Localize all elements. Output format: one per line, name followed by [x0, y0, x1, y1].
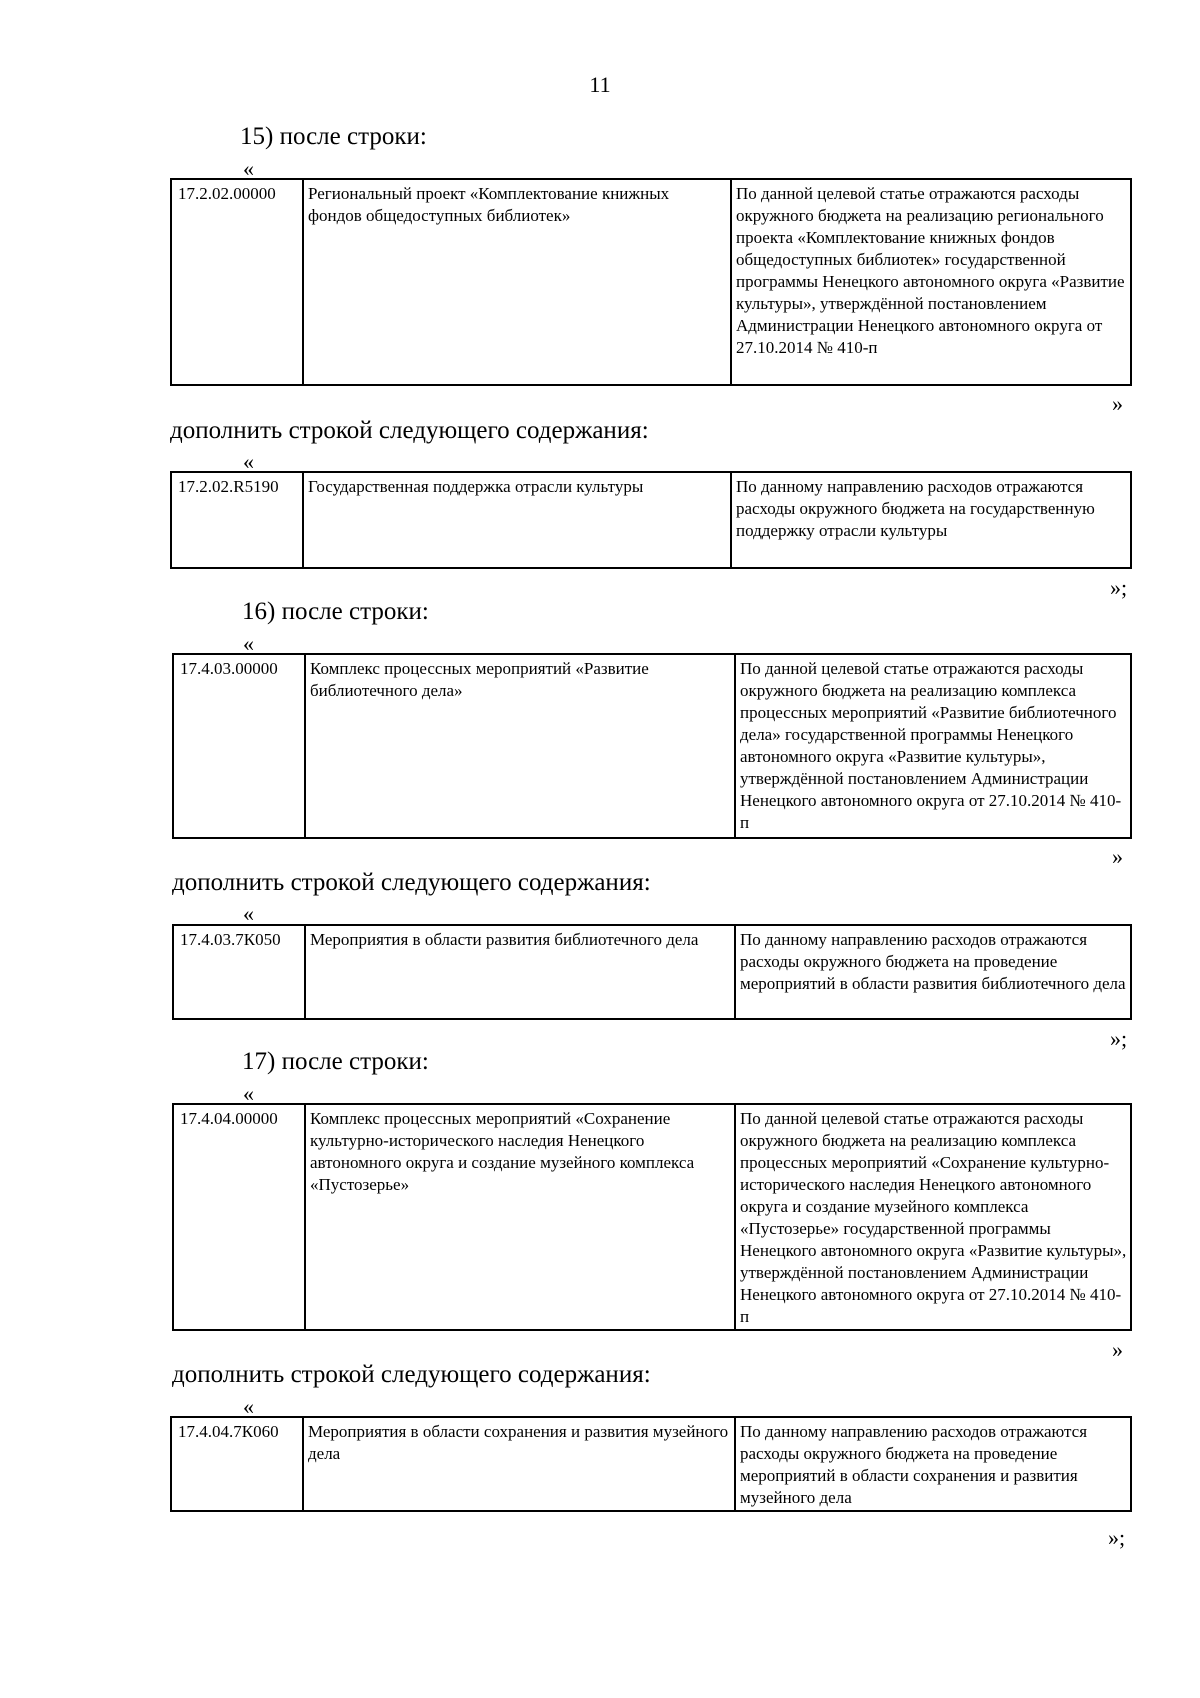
- code-table: [170, 471, 1132, 569]
- close-quote: »;: [1110, 575, 1128, 600]
- code-cell: 17.4.04.7К060: [171, 1417, 303, 1511]
- section-heading: 17) после строки:: [242, 1048, 429, 1075]
- open-quote: «: [243, 901, 254, 926]
- page-number: 11: [589, 72, 611, 97]
- description-cell: По данной целевой статье отражаются расходы окружного бюджета на реализацию комплекса процессных мероприятий «Сохранение культурно-исторического наследия Ненецкого автономного округа и создание музейного комплекса «Пустозерье» государственной программы Ненецкого автономного округа «Развитие культуры», утверждённой постановлением Администрации Ненецкого автономного округа от 27.10.2014 № 410-п: [735, 1104, 1131, 1330]
- code-cell: 17.4.03.7К050: [173, 925, 305, 1019]
- close-quote: »;: [1110, 1026, 1128, 1051]
- close-quote: »: [1112, 844, 1123, 869]
- open-quote: «: [243, 156, 254, 181]
- name-cell: Мероприятия в области сохранения и развития музейного дела: [303, 1417, 735, 1511]
- section-heading: дополнить строкой следующего содержания:: [170, 417, 649, 444]
- code-table: [170, 1416, 1132, 1512]
- name-cell: Государственная поддержка отрасли культуры: [303, 472, 731, 568]
- close-quote: »: [1112, 391, 1123, 416]
- section-heading: 15) после строки:: [240, 123, 427, 150]
- table-row: [173, 654, 1131, 838]
- table-row: [171, 1417, 1131, 1511]
- description-cell: По данному направлению расходов отражаются расходы окружного бюджета на проведение мероприятий в области сохранения и развития музейного дела: [735, 1417, 1131, 1511]
- section-heading: дополнить строкой следующего содержания:: [172, 1361, 651, 1388]
- code-cell: 17.2.02.00000: [171, 179, 303, 385]
- table-row: [171, 472, 1131, 568]
- name-cell: Региональный проект «Комплектование книжных фондов общедоступных библиотек»: [303, 179, 731, 385]
- open-quote: «: [243, 631, 254, 656]
- code-cell: 17.4.04.00000: [173, 1104, 305, 1330]
- table-row: [173, 1104, 1131, 1330]
- table-row: [173, 925, 1131, 1019]
- section-heading: дополнить строкой следующего содержания:: [172, 869, 651, 896]
- code-table: [172, 1103, 1132, 1331]
- code-cell: 17.4.03.00000: [173, 654, 305, 838]
- description-cell: По данной целевой статье отражаются расходы окружного бюджета на реализацию регионального проекта «Комплектование книжных фондов общедоступных библиотек» государственной программы Ненецкого автономного округа «Развитие культуры», утверждённой постановлением Администрации Ненецкого автономного округа от 27.10.2014 № 410-п: [731, 179, 1131, 385]
- section-heading: 16) после строки:: [242, 598, 429, 625]
- open-quote: «: [243, 1394, 254, 1419]
- description-cell: По данному направлению расходов отражаются расходы окружного бюджета на проведение мероприятий в области развития библиотечного дела: [735, 925, 1131, 1019]
- description-cell: По данной целевой статье отражаются расходы окружного бюджета на реализацию комплекса процессных мероприятий «Развитие библиотечного дела» государственной программы Ненецкого автономного округа «Развитие культуры», утверждённой постановлением Администрации Ненецкого автономного округа от 27.10.2014 № 410-п: [735, 654, 1131, 838]
- name-cell: Комплекс процессных мероприятий «Развитие библиотечного дела»: [305, 654, 735, 838]
- code-table: [170, 178, 1132, 386]
- open-quote: «: [243, 1081, 254, 1106]
- code-table: [172, 653, 1132, 839]
- close-quote: »;: [1108, 1525, 1126, 1550]
- name-cell: Мероприятия в области развития библиотечного дела: [305, 925, 735, 1019]
- code-table: [172, 924, 1132, 1020]
- table-row: [171, 179, 1131, 385]
- description-cell: По данному направлению расходов отражаются расходы окружного бюджета на государственную поддержку отрасли культуры: [731, 472, 1131, 568]
- close-quote: »: [1112, 1337, 1123, 1362]
- open-quote: «: [243, 449, 254, 474]
- name-cell: Комплекс процессных мероприятий «Сохранение культурно-исторического наследия Ненецкого автономного округа и создание музейного комплекса «Пустозерье»: [305, 1104, 735, 1330]
- code-cell: 17.2.02.R5190: [171, 472, 303, 568]
